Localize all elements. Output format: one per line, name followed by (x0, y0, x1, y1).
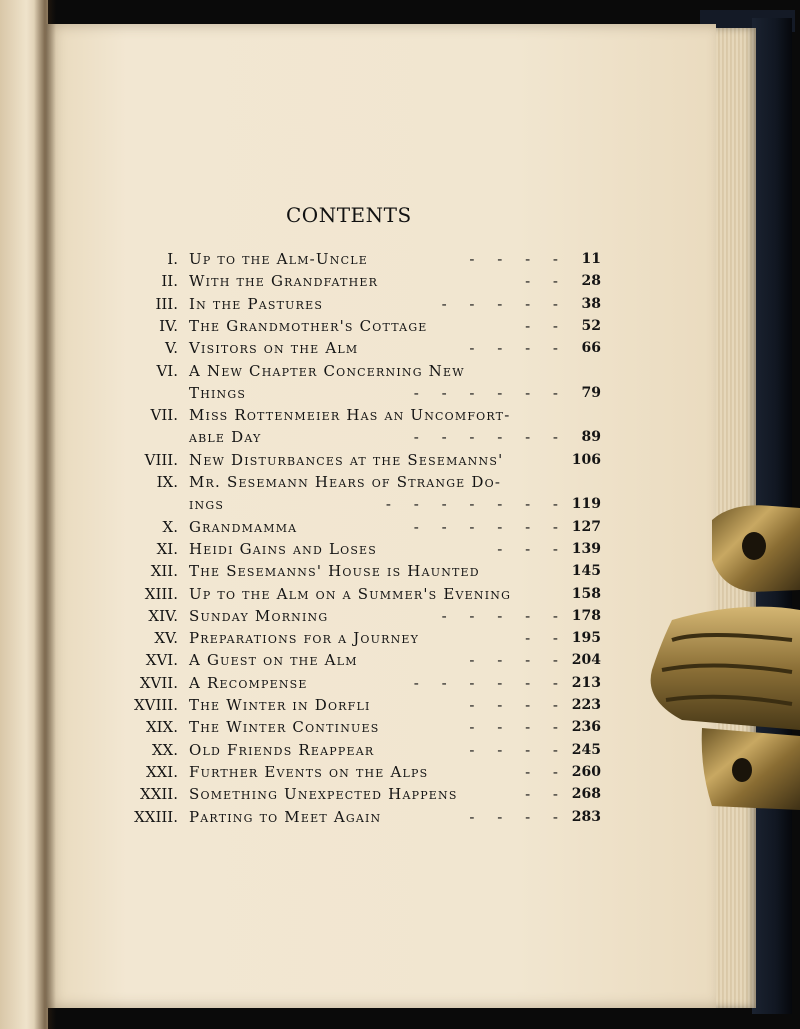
page-number: 38 (581, 295, 601, 312)
chapter-number: IX. (156, 473, 178, 491)
chapter-number: XX. (151, 740, 178, 759)
dot-leader: - - - - - (441, 294, 558, 313)
chapter-number: XXI. (145, 762, 178, 781)
chapter-title: Parting to Meet Again (189, 807, 382, 826)
toc-entry (0, 516, 800, 538)
chapter-title: The Sesemanns' House is Haunted (189, 562, 480, 581)
dot-leader: - - - - - - (413, 673, 558, 692)
chapter-number: XV. (154, 629, 178, 648)
toc-entry (0, 672, 800, 694)
page-number: 106 (571, 451, 601, 468)
page-number: 119 (571, 496, 601, 513)
chapter-title: The Winter Continues (189, 718, 380, 737)
dot-leader: - - - - (469, 339, 558, 358)
page-number: 89 (581, 429, 601, 446)
dot-leader: - - - (497, 539, 558, 558)
chapter-title: Visitors on the Alm (189, 339, 359, 358)
dot-leader: - - (525, 629, 558, 648)
toc-entry (0, 806, 800, 828)
chapter-title: Sunday Morning (189, 606, 329, 625)
dot-leader: - - - - (469, 740, 558, 759)
dot-leader: - - (525, 316, 558, 335)
toc-entry (0, 649, 800, 671)
toc-entry (0, 783, 800, 805)
page-number: 139 (571, 540, 601, 557)
chapter-title: The Winter in Dorfli (189, 696, 371, 714)
chapter-title: New Disturbances at the Sesemanns' (189, 450, 504, 469)
chapter-number: III. (155, 294, 178, 313)
chapter-title: With the Grandfather (189, 272, 379, 291)
chapter-number: XVIII. (133, 696, 178, 714)
chapter-title: A New Chapter Concerning New (189, 361, 465, 380)
page-number: 245 (571, 741, 601, 758)
dot-leader: - - - - - - - (385, 495, 558, 514)
page-number: 236 (571, 719, 601, 736)
dot-leader: - - - - (469, 718, 558, 737)
toc-entry (0, 583, 800, 605)
page-number: 52 (581, 317, 601, 334)
chapter-number: XVII. (139, 673, 178, 692)
dot-leader: - - - - - - (413, 517, 558, 536)
chapter-title: The Grandmother's Cottage (189, 316, 428, 335)
page-number: 28 (581, 273, 601, 290)
dot-leader: - - - - - - (413, 428, 558, 447)
page-number: 158 (571, 585, 601, 602)
chapter-number: XIV. (148, 606, 178, 625)
dot-leader: - - - - (469, 651, 558, 670)
chapter-number: XII. (150, 562, 178, 581)
toc-entry (0, 293, 800, 315)
page-number: 213 (571, 674, 601, 691)
toc-entry (0, 404, 800, 426)
dot-leader: - - - - - - (413, 383, 558, 402)
toc-entry (0, 694, 800, 716)
page-number: 260 (571, 763, 601, 780)
dot-leader: - - - - (469, 807, 558, 826)
page-number: 79 (581, 384, 601, 401)
chapter-number: V. (165, 339, 178, 358)
chapter-number: XIX. (145, 718, 178, 737)
toc-entry (0, 337, 800, 359)
chapter-title: ings (189, 495, 225, 514)
page-number: 178 (571, 607, 601, 624)
dot-leader: - - - - (469, 250, 558, 268)
chapter-title: Miss Rottenmeier Has an Uncomfort- (189, 406, 511, 425)
chapter-title: Something Unexpected Happens (189, 785, 458, 804)
toc-entry (0, 471, 800, 493)
chapter-number: XXII. (140, 785, 178, 804)
page-number: 145 (571, 563, 601, 580)
chapter-number: VII. (150, 406, 178, 425)
chapter-number: XI. (156, 539, 178, 558)
toc-entry (0, 360, 800, 382)
chapter-number: XIII. (144, 584, 178, 603)
toc-entry (0, 382, 800, 404)
dot-leader: - - - - (469, 696, 558, 714)
chapter-title: Preparations for a Journey (189, 629, 420, 648)
toc-entry (0, 426, 800, 448)
page-number: 283 (571, 808, 601, 825)
contents-heading: CONTENTS (286, 203, 412, 227)
dot-leader: - - - - - (441, 606, 558, 625)
page-number: 223 (571, 697, 601, 713)
chapter-number: VIII. (144, 450, 178, 469)
chapter-title: Old Friends Reappear (189, 740, 375, 759)
page-number: 66 (581, 340, 601, 357)
toc-entry (0, 315, 800, 337)
chapter-title: A Recompense (189, 673, 308, 692)
toc-entry (0, 627, 800, 649)
toc-entry (0, 560, 800, 582)
toc-entry (0, 248, 800, 270)
chapter-title: Heidi Gains and Loses (189, 539, 378, 558)
chapter-number: VI. (156, 361, 178, 380)
chapter-title: able Day (189, 428, 262, 447)
chapter-number: II. (161, 272, 178, 291)
chapter-number: IV. (159, 316, 178, 335)
chapter-title: Grandmamma (189, 517, 298, 536)
page-number: 204 (571, 652, 601, 669)
toc-entry (0, 761, 800, 783)
dot-leader: - - (525, 785, 558, 804)
toc-entry (0, 270, 800, 292)
dot-leader: - - (525, 762, 558, 781)
page-number: 195 (571, 630, 601, 647)
toc-entry (0, 739, 800, 761)
chapter-title: Things (189, 383, 247, 402)
dot-leader: - - (525, 272, 558, 291)
chapter-title: Mr. Sesemann Hears of Strange Do- (189, 473, 502, 491)
chapter-number: XVI. (145, 651, 178, 670)
chapter-title: Up to the Alm-Uncle (189, 250, 368, 268)
toc-entry (0, 493, 800, 515)
chapter-number: I. (167, 250, 178, 268)
chapter-number: XXIII. (134, 807, 178, 826)
chapter-title: Up to the Alm on a Summer's Evening (189, 584, 512, 603)
chapter-title: In the Pastures (189, 294, 324, 313)
page-number: 127 (571, 518, 601, 535)
page-number: 11 (581, 251, 601, 267)
chapter-title: Further Events on the Alps (189, 762, 429, 781)
toc-entry (0, 605, 800, 627)
toc-entry (0, 538, 800, 560)
toc-entry (0, 449, 800, 471)
chapter-title: A Guest on the Alm (189, 651, 358, 670)
chapter-number: X. (162, 517, 178, 536)
toc-entry (0, 716, 800, 738)
page-number: 268 (571, 786, 601, 803)
